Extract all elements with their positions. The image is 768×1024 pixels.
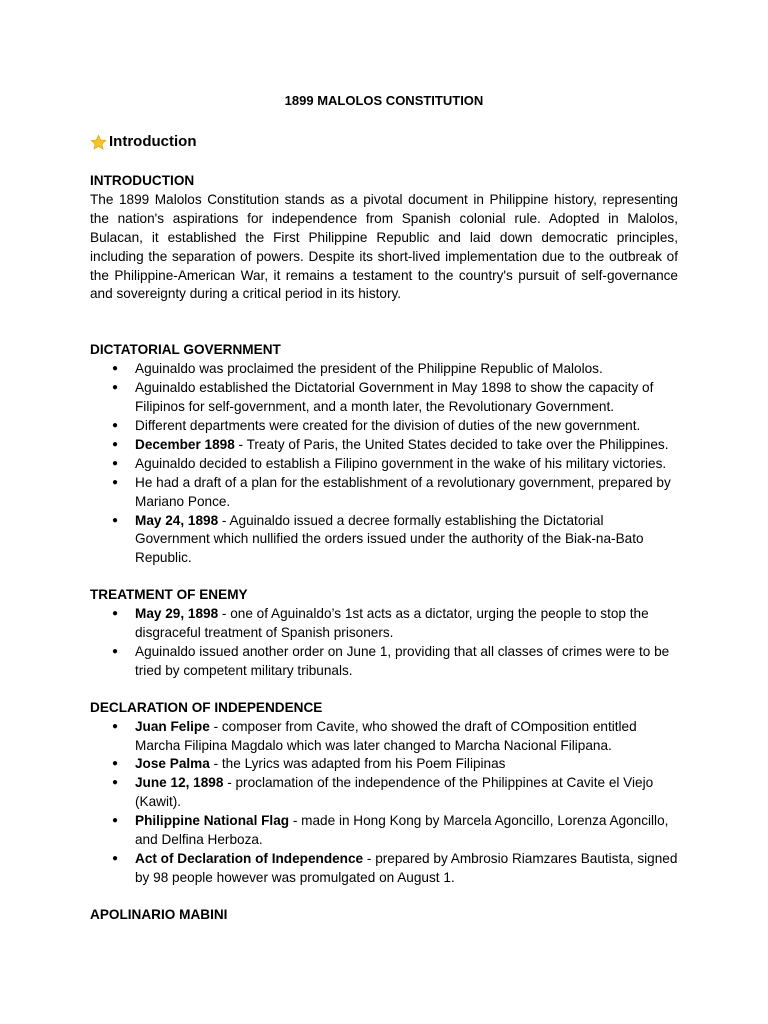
list-item-text: - prepared by Ambrosio Riamzares Bautista, signed by 98 people however was promulgated on August 1.	[135, 851, 678, 885]
bullet-icon: ●	[112, 853, 119, 864]
list-item	[90, 718, 678, 756]
list-item-text: Aguinaldo decided to establish a Filipino government in the wake of his military victories.	[135, 455, 667, 471]
introduction-paragraph: The 1899 Malolos Constitution stands as a pivotal document in Philippine history, representing the nation's aspirations for independence from Spanish colonial rule. Adopted in Malolos, Bulacan, it established the First Philippine Republic and laid down democratic principles, including the separation of powers. Despite its short-lived implementation due to the outbreak of the Philippine-American War, it remains a testament to the country's pursuit of self-governance and sovereignty during a critical period in its history.	[90, 191, 678, 302]
list-item-text: Aguinaldo established the Dictatorial Government in May 1898 to show the capacity of Filipinos for self-government, and a month later, the Revolutionary Government.	[135, 380, 654, 415]
list-item	[90, 755, 678, 774]
list-item	[90, 605, 678, 643]
bullet-icon: ●	[112, 382, 119, 394]
section-heading: DICTATORIAL GOVERNMENT	[90, 342, 281, 358]
list-item-text: - one of Aguinaldo’s 1st acts as a dictator, urging the people to stop the disgraceful treatment of Spanish prisoners.	[135, 606, 649, 641]
list-item-emphasis: December 1898	[135, 436, 235, 452]
list-item-text: He had a draft of a plan for the establishment of a revolutionary government, prepared by Mariano Ponce.	[135, 474, 671, 509]
list-item-emphasis: Jose Palma	[135, 756, 210, 772]
list-item-text: Different departments were created for the division of duties of the new government.	[135, 417, 641, 433]
list-item-emphasis: May 24, 1898	[135, 512, 219, 528]
list-item	[90, 474, 678, 512]
bullet-icon: ●	[112, 514, 119, 526]
list-item-text: - proclamation of the independence of the Philippines at Cavite el Viejo (Kawit).	[135, 775, 654, 810]
intro-heading-label: Introduction	[109, 133, 197, 150]
bullet-list	[90, 360, 678, 568]
list-item-text: Aguinaldo issued another order on June 1, providing that all classes of crimes were to be tried by competent military tribunals.	[135, 643, 670, 678]
list-item-text: - Aguinaldo issued a decree formally establishing the Dictatorial Government which nullified the orders issued under the authority of the Biak-na-Bato Republic.	[135, 512, 644, 566]
list-item	[90, 774, 678, 812]
bullet-icon: ●	[112, 777, 119, 789]
list-item	[90, 436, 678, 455]
section-heading: DECLARATION OF INDEPENDENCE	[90, 699, 323, 715]
list-item-emphasis: June 12, 1898	[135, 775, 224, 791]
star-icon	[90, 134, 107, 151]
document-title: 1899 MALOLOS CONSTITUTION	[284, 93, 484, 108]
bullet-icon: ●	[112, 815, 119, 827]
list-item	[90, 360, 678, 379]
bullet-icon: ●	[112, 758, 119, 770]
bullet-icon: ●	[112, 645, 119, 657]
bullet-icon: ●	[112, 608, 119, 620]
intro-heading	[90, 132, 196, 152]
introduction-heading: INTRODUCTION	[90, 173, 195, 188]
list-item-text: - Treaty of Paris, the United States decided to take over the Philippines.	[234, 436, 669, 452]
bullet-icon: ●	[112, 720, 119, 732]
list-item-text: Aguinaldo was proclaimed the president of the Philippine Republic of Malolos.	[135, 361, 603, 377]
bullet-list	[90, 605, 678, 681]
bullet-icon: ●	[112, 457, 119, 469]
list-item-emphasis: May 29, 1898	[135, 606, 219, 622]
bullet-icon: ●	[112, 363, 119, 375]
bullet-icon: ●	[112, 476, 119, 488]
document-body	[90, 172, 678, 925]
list-item-text: - the Lyrics was adapted from his Poem Filipinas	[209, 756, 506, 772]
section-heading: TREATMENT OF ENEMY	[90, 587, 248, 603]
list-item-text: - composer from Cavite, who showed the draft of COmposition entitled Marcha Filipina Magdalo which was later changed to Marcha Nacional Filipana.	[135, 718, 637, 753]
list-item	[90, 417, 678, 436]
bullet-list	[90, 718, 678, 888]
list-item-emphasis: Philippine National Flag	[135, 813, 290, 829]
bullet-icon: ●	[112, 438, 119, 450]
list-item	[90, 512, 678, 569]
list-item	[90, 812, 678, 850]
bullet-icon: ●	[112, 419, 119, 431]
list-item	[90, 455, 678, 474]
list-item-emphasis: Act of Declaration of Independence	[135, 851, 364, 866]
list-item-emphasis: Juan Felipe	[135, 718, 210, 734]
list-item-text: - made in Hong Kong by Marcela Agoncillo, Lorenza Agoncillo, and Delfina Herboza.	[135, 813, 669, 848]
list-item	[90, 643, 678, 681]
list-item	[90, 379, 678, 417]
list-item	[90, 850, 678, 888]
sections-container	[90, 341, 678, 905]
section-heading-apolinario-mabini: APOLINARIO MABINI	[90, 906, 228, 922]
